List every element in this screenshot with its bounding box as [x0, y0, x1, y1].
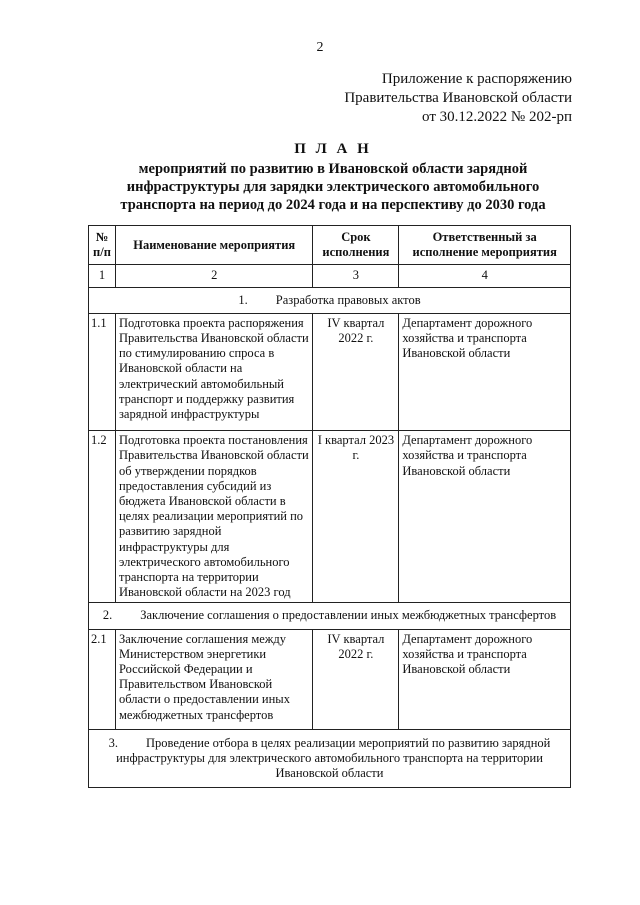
title-heading: П Л А Н: [294, 141, 372, 157]
section-row: [89, 729, 571, 787]
index-cell: 1: [89, 265, 116, 287]
appendix-line-2: Правительства Ивановской области: [344, 90, 572, 106]
title-line-3: транспорта на период до 2024 года и на перспективу до 2030 года: [120, 197, 546, 213]
index-cell: 4: [399, 265, 571, 287]
section-number: 2.: [102, 608, 113, 623]
table-row: [89, 629, 571, 729]
row-term: IV квартал 2022 г.: [313, 313, 399, 430]
section-title: Заключение соглашения о предоставлении иных межбюджетных трансфертов: [140, 608, 557, 623]
table-row: [89, 313, 571, 430]
row-responsible: Департамент дорожного хозяйства и транспорта Ивановской области: [399, 629, 571, 729]
appendix-header: [344, 70, 572, 127]
header-name: Наименование мероприятия: [115, 226, 312, 265]
row-name: Заключение соглашения между Министерством энергетики Российской Федерации и Правительством Ивановской области о предоставлении иных межбюджетных трансфертов: [115, 629, 312, 729]
header-num: № п/п: [89, 226, 116, 265]
row-number: 1.1: [89, 313, 116, 430]
title-line-1: мероприятий по развитию в Ивановской области зарядной: [138, 161, 528, 177]
row-term: IV квартал 2022 г.: [313, 629, 399, 729]
index-cell: 2: [115, 265, 312, 287]
row-number: 1.2: [89, 431, 116, 603]
section-row: [89, 603, 571, 629]
index-cell: 3: [313, 265, 399, 287]
appendix-line-1: Приложение к распоряжению: [381, 71, 572, 87]
section-cell: [89, 729, 571, 787]
row-responsible: Департамент дорожного хозяйства и транспорта Ивановской области: [399, 431, 571, 603]
row-responsible: Департамент дорожного хозяйства и транспорта Ивановской области: [399, 313, 571, 430]
title-line-2: инфраструктуры для зарядки электрического автомобильного: [126, 179, 540, 195]
plan-table: [88, 225, 571, 788]
table-header-row: [89, 226, 571, 265]
row-name: Подготовка проекта постановления Правительства Ивановской области об утверждении порядков предоставления субсидий из бюджета Ивановской области в целях реализации мероприятий по развитию зарядной инфраструктуры для электрического автомобильного транспорта на территории Ивановской области на 2023 год: [115, 431, 312, 603]
row-name: Подготовка проекта распоряжения Правительства Ивановской области по стимулированию спроса в Ивановской области на электрический автомобильный транспорт и поддержку развития зарядной инфраструктуры: [115, 313, 312, 430]
section-row: [89, 287, 571, 313]
document-title: [70, 140, 596, 214]
header-responsible: Ответственный за исполнение мероприятия: [399, 226, 571, 265]
section-title: Разработка правовых актов: [275, 292, 421, 307]
row-term: I квартал 2023 г.: [313, 431, 399, 603]
section-number: 3.: [108, 735, 118, 750]
header-term: Срок исполнения: [313, 226, 399, 265]
section-cell: [89, 603, 571, 629]
page-number: 2: [316, 40, 324, 55]
appendix-line-3: от 30.12.2022 № 202-рп: [422, 109, 572, 125]
section-number: 1.: [238, 292, 248, 307]
section-cell: [89, 287, 571, 313]
table-row: [89, 431, 571, 603]
section-title: Проведение отбора в целях реализации мероприятий по развитию зарядной инфраструктуры для электрического автомобильного транспорта на территории Ивановской области: [116, 735, 551, 781]
column-index-row: [89, 265, 571, 287]
row-number: 2.1: [89, 629, 116, 729]
